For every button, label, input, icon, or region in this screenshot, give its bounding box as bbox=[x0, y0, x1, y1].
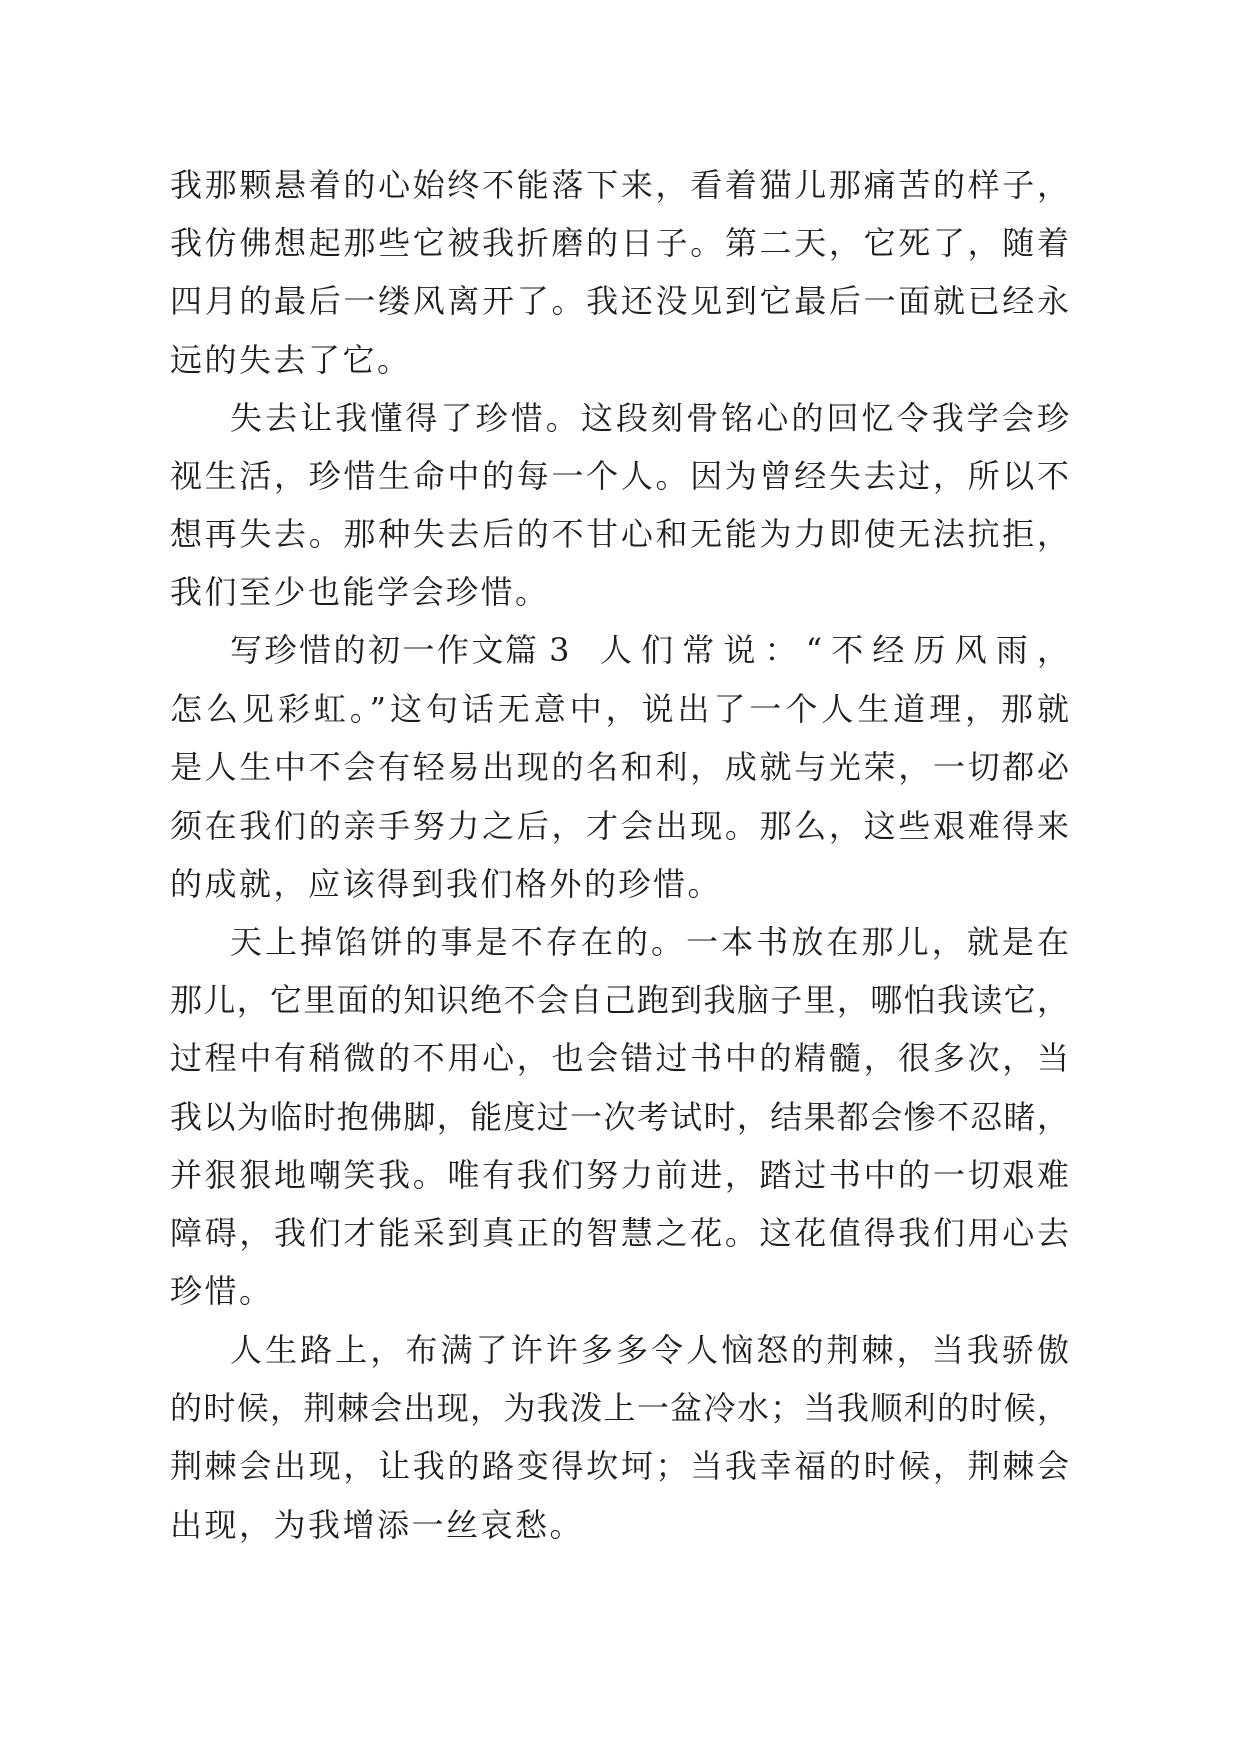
text-line: 那儿，它里面的知识绝不会自己跑到我脑子里，哪怕我读它， bbox=[170, 981, 1070, 1019]
text-line: 我仿佛想起那些它被我折磨的日子。第二天，它死了，随着 bbox=[170, 224, 1070, 262]
text-line: 我们至少也能学会珍惜。 bbox=[170, 573, 550, 611]
text-line: 我那颗悬着的心始终不能落下来，看着猫儿那痛苦的样子， bbox=[170, 166, 1070, 204]
text-line: 障碍，我们才能采到真正的智慧之花。这花值得我们用心去 bbox=[170, 1214, 1070, 1252]
text-line: 怎么见彩虹。”这句话无意中，说出了一个人生道理，那就 bbox=[170, 690, 1070, 728]
text-line: 想再失去。那种失去后的不甘心和无能为力即使无法抗拒， bbox=[170, 515, 1070, 553]
text-line: 人们常说：“不经历风雨， bbox=[600, 631, 1070, 669]
text-line: 过程中有稍微的不用心，也会错过书中的精髓，很多次，当 bbox=[170, 1039, 1070, 1077]
text-line: 出现，为我增添一丝哀愁。 bbox=[170, 1506, 585, 1544]
text-line: 珍惜。 bbox=[170, 1272, 274, 1310]
text-line: 的时候，荆棘会出现，为我泼上一盆冷水；当我顺利的时候， bbox=[170, 1389, 1070, 1427]
text-line: 天上掉馅饼的事是不存在的。一本书放在那儿，就是在 bbox=[230, 923, 1070, 961]
text-line: 荆棘会出现，让我的路变得坎坷；当我幸福的时候，荆棘会 bbox=[170, 1447, 1070, 1485]
section-number: 篇 3 bbox=[505, 631, 571, 669]
section-heading-line bbox=[170, 630, 1070, 670]
text-line: 人生路上，布满了许许多多令人恼怒的荆棘，当我骄傲 bbox=[230, 1331, 1070, 1369]
text-line: 并狠狠地嘲笑我。唯有我们努力前进，踏过书中的一切艰难 bbox=[170, 1156, 1070, 1194]
text-line: 远的失去了它。 bbox=[170, 341, 412, 379]
text-line: 是人生中不会有轻易出现的名和利，成就与光荣，一切都必 bbox=[170, 748, 1070, 786]
section-title: 写珍惜的初一作文 bbox=[230, 631, 507, 669]
text-line: 四月的最后一缕风离开了。我还没见到它最后一面就已经永 bbox=[170, 282, 1070, 320]
text-line: 失去让我懂得了珍惜。这段刻骨铭心的回忆令我学会珍 bbox=[230, 399, 1070, 437]
text-line: 我以为临时抱佛脚，能度过一次考试时，结果都会惨不忍睹， bbox=[170, 1098, 1070, 1136]
text-line: 须在我们的亲手努力之后，才会出现。那么，这些艰难得来 bbox=[170, 807, 1070, 845]
text-line: 的成就，应该得到我们格外的珍惜。 bbox=[170, 865, 723, 903]
text-line: 视生活，珍惜生命中的每一个人。因为曾经失去过，所以不 bbox=[170, 457, 1070, 495]
